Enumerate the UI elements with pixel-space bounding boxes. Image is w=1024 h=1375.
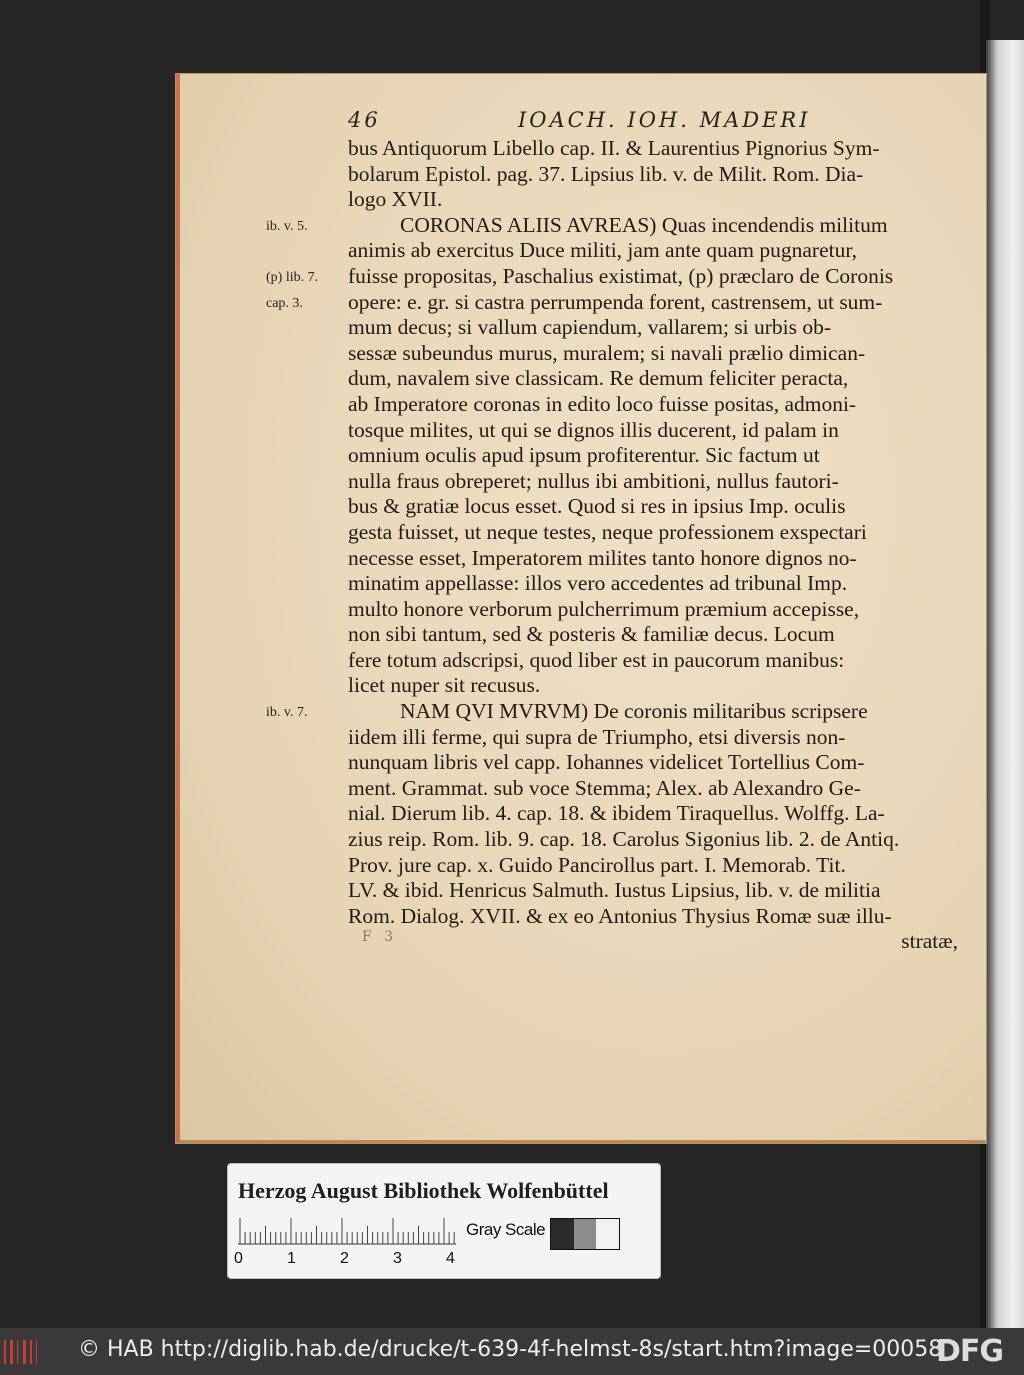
text-line: non sibi tantum, sed & posteris & familiæ decus. Locum [348, 622, 835, 647]
text-line: animis ab exercitus Duce militi, jam ante quam pugnaretur, [348, 238, 858, 263]
logo-bar [30, 1340, 32, 1364]
text-line: nial. Dierum lib. 4. cap. 18. & ibidem Tiraquellus. Wolffg. La- [348, 801, 885, 826]
facing-page-edge [986, 40, 1024, 1328]
logo-bar [15, 1340, 16, 1364]
logo-bar [34, 1340, 35, 1364]
text-line: bus & gratiæ locus esset. Quod si res in ipsius Imp. oculis [348, 494, 846, 519]
color-reference-card [228, 1164, 660, 1278]
text-line: nulla fraus obreperet; nullus ibi ambitioni, nullus fautori- [348, 468, 839, 493]
gray-scale-swatches [550, 1218, 620, 1250]
text-line: fuisse propositas, Paschalius existimat, (p) præclaro de Coronis [348, 263, 894, 288]
text-line: bus Antiquorum Libello cap. II. & Laurentius Pignorius Sym- [348, 136, 880, 160]
logo-bar [10, 1340, 13, 1364]
text-line: fere totum adscripsi, quod liber est in paucorum manibus: [348, 647, 845, 672]
ruler-labels [232, 1250, 462, 1272]
text-line: bolarum Epistol. pag. 37. Lipsius lib. v. de Milit. Rom. Dia- [348, 161, 864, 186]
gray-swatch [551, 1219, 574, 1249]
margin-note: ib. v. 5. [266, 218, 308, 234]
footer-bar [0, 1328, 1024, 1375]
text-line: sessæ subeundus murus, muralem; si navali prælio dimican- [348, 340, 866, 365]
text-line: ment. Grammat. sub voce Stemma; Alex. ab Alexandro Ge- [348, 775, 861, 800]
page-number: 46 [348, 108, 381, 132]
text-line: multo honore verborum pulcherrimum præmium accepisse, [348, 596, 860, 621]
text-line: LV. & ibid. Henricus Salmuth. Iustus Lipsius, lib. v. de militia [348, 878, 881, 903]
hab-barcode-logo-icon [4, 1338, 48, 1366]
ruler-label: 4 [446, 1250, 455, 1267]
text-line: opere: e. gr. si castra perrumpenda forent, castrensem, ut sum- [348, 289, 883, 314]
text-line: omnium oculis apud ipsum profiterentur. Sic factum ut [348, 443, 820, 468]
text-line: Rom. Dialog. XVII. & ex eo Antonius Thysius Romæ suæ illu- [348, 903, 892, 928]
book-page [176, 74, 986, 1143]
logo-bar [23, 1340, 26, 1364]
dfg-logo: DFG [936, 1334, 1004, 1369]
logo-bar [28, 1340, 29, 1364]
text-line: ab Imperatore coronas in edito loco fuisse positas, admoni- [348, 391, 857, 416]
text-line: dum, navalem sive classicam. Re demum feliciter peracta, [348, 366, 849, 391]
text-line: NAM QVI MVRVM) De coronis militaribus scripsere [400, 699, 868, 724]
running-head: IOACH. IOH. MADERI [518, 108, 811, 132]
gray-swatch [596, 1219, 619, 1249]
text-line: zius reip. Rom. lib. 9. cap. 18. Carolus Sigonius lib. 2. de Antiq. [348, 827, 900, 852]
ruler-label: 1 [287, 1250, 296, 1267]
logo-bar [39, 1340, 42, 1364]
logo-bar [8, 1340, 9, 1364]
text-line: stratæ, [901, 929, 958, 954]
gray-scale-label: Gray Scale [466, 1220, 546, 1239]
margin-note: ib. v. 7. [266, 705, 308, 721]
text-line: CORONAS ALIIS AVREAS) Quas incendendis militum [400, 212, 888, 237]
body-text [348, 136, 958, 955]
text-line: mum decus; si vallum capiendum, vallarem; si urbis ob- [348, 315, 832, 340]
text-line: logo XVII. [348, 187, 443, 212]
copyright-url[interactable]: © HAB http://diglib.hab.de/drucke/t-639-4f-helmst-8s/start.htm?image=00058 [78, 1337, 943, 1362]
margin-note: (p) lib. 7. [266, 270, 319, 285]
text-line: necesse esset, Imperatorem milites tanto honore dignos no- [348, 545, 857, 570]
logo-bar [20, 1340, 22, 1364]
text-line: Prov. jure cap. x. Guido Pancirollus part. I. Memorab. Tit. [348, 852, 846, 877]
logo-bar [17, 1340, 18, 1364]
printer-signature: F 3 [362, 929, 398, 945]
ruler-label: 2 [340, 1250, 349, 1267]
text-line: tosque milites, ut qui se dignos illis ducerent, id palam in [348, 417, 839, 442]
text-line: gesta fuisset, ut neque testes, neque professionem exspectari [348, 519, 867, 544]
logo-bar [36, 1340, 37, 1364]
text-line: nunquam libris vel capp. Iohannes videlicet Tortellius Com- [348, 750, 865, 775]
ruler-label: 0 [234, 1250, 243, 1267]
text-line: iidem illi ferme, qui supra de Triumpho, etsi diversis non- [348, 724, 846, 749]
page-header [348, 108, 968, 138]
margin-note: cap. 3. [266, 295, 303, 311]
text-line: licet nuper sit recusus. [348, 673, 541, 698]
logo-bar [4, 1340, 6, 1364]
text-line: minatim appellasse: illos vero accedentes ad tribunal Imp. [348, 571, 848, 596]
library-name: Herzog August Bibliothek Wolfenbüttel [238, 1178, 609, 1203]
ruler-scale [238, 1216, 458, 1246]
ruler-label: 3 [393, 1250, 402, 1267]
gray-swatch [574, 1219, 597, 1249]
